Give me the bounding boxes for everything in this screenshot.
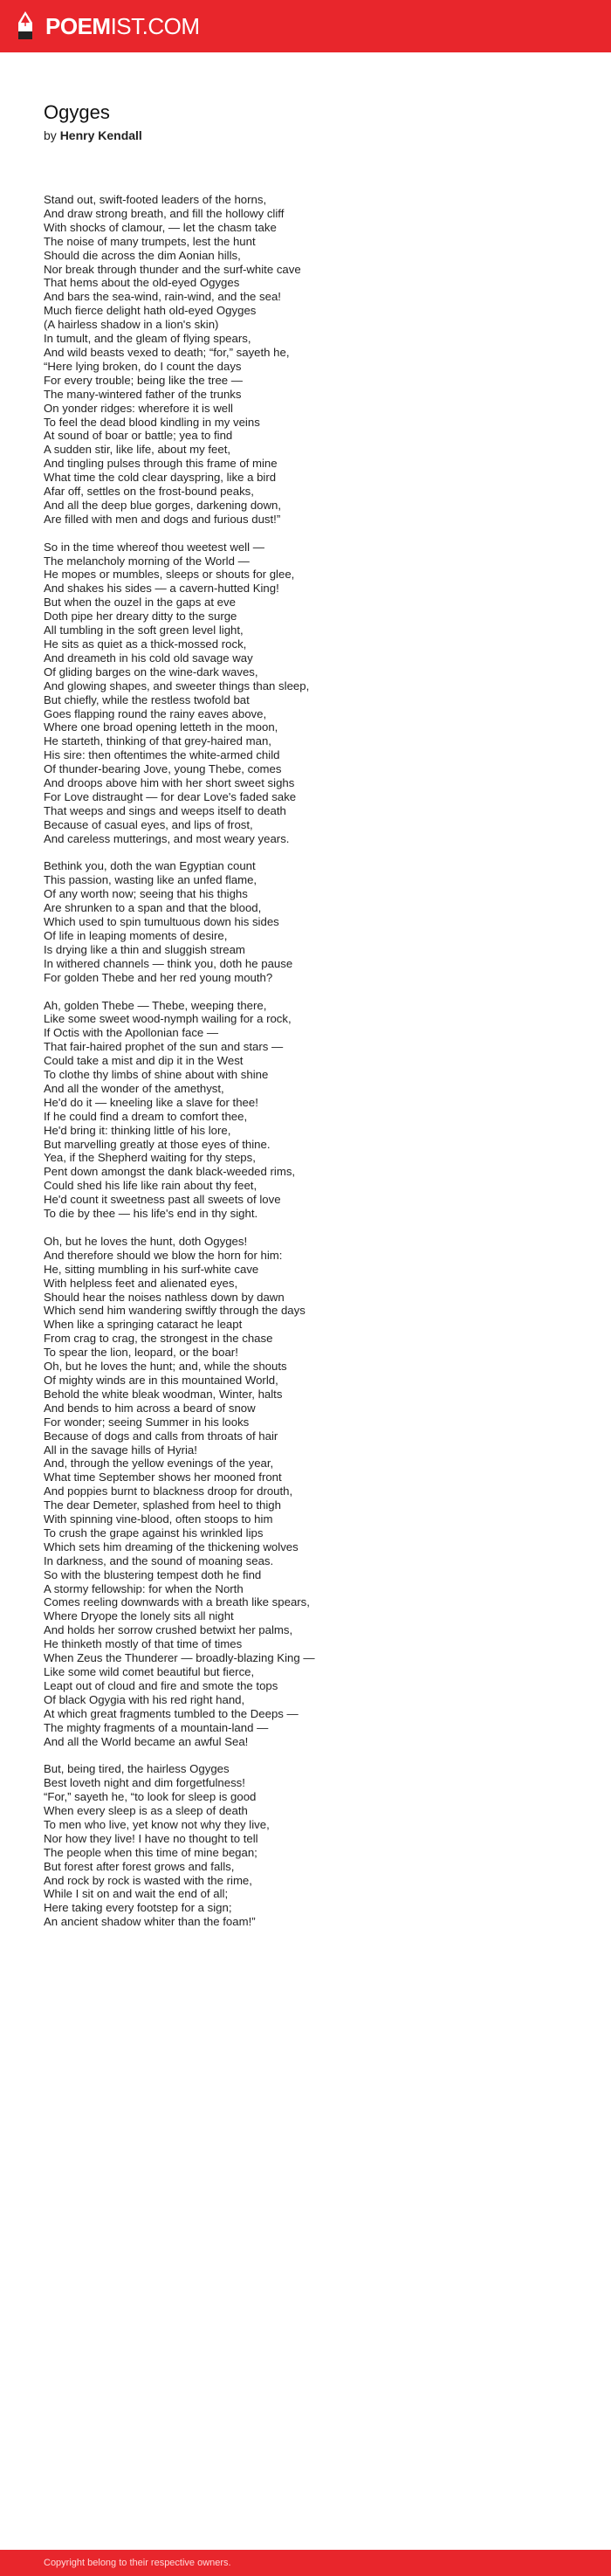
poem-title: Ogyges bbox=[44, 101, 110, 123]
poem-line: Much fierce delight hath old-eyed Ogyges bbox=[44, 304, 257, 318]
poem-line: Of mighty winds are in this mountained World, bbox=[44, 1373, 278, 1387]
poem-line: An ancient shadow whiter than the foam!” bbox=[44, 1915, 256, 1929]
poem-line: In withered channels — think you, doth he pause bbox=[44, 956, 293, 970]
poem-line: That weeps and sings and weeps itself to death bbox=[44, 803, 286, 817]
poem-line: A stormy fellowship: for when the North bbox=[44, 1581, 244, 1595]
poem-line: He sits as quiet as a thick-mossed rock, bbox=[44, 637, 247, 651]
poem-line: Which sets him dreaming of the thickening wolves bbox=[44, 1539, 299, 1553]
poem-line: From crag to crag, the strongest in the chase bbox=[44, 1332, 273, 1346]
poem-stanza bbox=[44, 541, 585, 846]
poem-line: That fair-haired prophet of the sun and stars — bbox=[44, 1040, 284, 1054]
poem-line: Oh, but he loves the hunt; and, while the shouts bbox=[44, 1360, 287, 1374]
poem-line: And tingling pulses through this frame of mine bbox=[44, 457, 278, 471]
poem-line: All tumbling in the soft green level light, bbox=[44, 623, 244, 637]
poem-line: The dear Demeter, splashed from heel to thigh bbox=[44, 1498, 281, 1512]
poem-stanza bbox=[44, 1762, 585, 1929]
poem-line: But marvelling greatly at those eyes of thine. bbox=[44, 1137, 271, 1151]
poem-line: Doth pipe her dreary ditty to the surge bbox=[44, 610, 237, 623]
poem-line: Yea, if the Shepherd waiting for thy steps, bbox=[44, 1151, 256, 1165]
poem-line: Pent down amongst the dank black-weeded rims, bbox=[44, 1165, 296, 1179]
poem-stanza bbox=[44, 1235, 585, 1749]
poem-line: He mopes or mumbles, sleeps or shouts for glee, bbox=[44, 568, 295, 582]
poem-line: He'd bring it: thinking little of his lore, bbox=[44, 1123, 231, 1137]
poem-line: If Octis with the Apollonian face — bbox=[44, 1026, 219, 1040]
poem-line: Afar off, settles on the frost-bound peaks, bbox=[44, 485, 254, 499]
poem-byline bbox=[44, 127, 567, 143]
poem-line: When like a springing cataract he leapt bbox=[44, 1318, 243, 1332]
byline-prefix: by bbox=[44, 128, 57, 142]
poem-line: To men who live, yet know not why they live, bbox=[44, 1817, 270, 1831]
poem-line: To feel the dead blood kindling in my veins bbox=[44, 415, 260, 429]
poem-line: Best loveth night and dim forgetfulness! bbox=[44, 1776, 245, 1790]
poem-line: To spear the lion, leopard, or the boar! bbox=[44, 1346, 238, 1360]
poem-line: The mighty fragments of a mountain-land — bbox=[44, 1720, 269, 1734]
poem-line: For Love distraught — for dear Love's faded sake bbox=[44, 789, 297, 803]
poem-line: Nor break through thunder and the surf-white cave bbox=[44, 262, 301, 276]
poem-line: On yonder ridges: wherefore it is well bbox=[44, 401, 233, 415]
poem-line: Of any worth now; seeing that his thighs bbox=[44, 887, 248, 901]
poem-line: “Here lying broken, do I count the days bbox=[44, 359, 242, 373]
poem-line: Where one broad opening letteth in the moon, bbox=[44, 720, 278, 734]
poem-line: While I sit on and wait the end of all; bbox=[44, 1887, 229, 1901]
poem-line: And glowing shapes, and sweeter things than sleep, bbox=[44, 678, 310, 692]
poem-line: This passion, wasting like an unfed flame, bbox=[44, 873, 257, 887]
poem-line: And holds her sorrow crushed betwixt her palms, bbox=[44, 1623, 293, 1637]
poem-line: But forest after forest grows and falls, bbox=[44, 1859, 235, 1873]
poem-line: His sire: then oftentimes the white-armed child bbox=[44, 748, 280, 762]
poem-line: That hems about the old-eyed Ogyges bbox=[44, 276, 240, 290]
logo-wordmark bbox=[45, 10, 200, 42]
poem-line: If he could find a dream to comfort thee, bbox=[44, 1109, 248, 1123]
poem-line: Stand out, swift-footed leaders of the horns, bbox=[44, 193, 267, 206]
poem-line: Of black Ogygia with his red right hand, bbox=[44, 1692, 245, 1706]
poem-line: And all the wonder of the amethyst, bbox=[44, 1081, 224, 1095]
poem-line: Of thunder-bearing Jove, young Thebe, comes bbox=[44, 762, 282, 776]
poem-line: In tumult, and the gleam of flying spears, bbox=[44, 332, 251, 346]
poem-line: And, through the yellow evenings of the year, bbox=[44, 1457, 274, 1471]
poem-line: Which send him wandering swiftly through the days bbox=[44, 1304, 306, 1318]
poem-line: Nor how they live! I have no thought to tell bbox=[44, 1831, 258, 1845]
author-name[interactable]: Henry Kendall bbox=[59, 128, 142, 142]
poem-line: And therefore should we blow the horn for him: bbox=[44, 1248, 283, 1262]
poem-line: So in the time whereof thou weetest well — bbox=[44, 540, 264, 554]
poem-body bbox=[44, 193, 585, 1943]
poem-line: Because of casual eyes, and lips of frost, bbox=[44, 817, 253, 831]
poem-line: A sudden stir, like life, about my feet, bbox=[44, 443, 231, 457]
poem-line: Because of dogs and calls from throats of hair bbox=[44, 1429, 278, 1443]
poem-line: Is drying like a thin and sluggish stream bbox=[44, 942, 245, 956]
poem-line: Could shed his life like rain about thy feet, bbox=[44, 1179, 257, 1193]
copyright-text: Copyright belong to their respective owners. bbox=[44, 2558, 231, 2568]
poem-line: Are shrunken to a span and that the blood, bbox=[44, 901, 262, 915]
poem-line: Comes reeling downwards with a breath like spears, bbox=[44, 1595, 310, 1609]
poem-line: But, being tired, the hairless Ogyges bbox=[44, 1762, 230, 1776]
poem-line: He starteth, thinking of that grey-haired man, bbox=[44, 734, 271, 748]
poem-line: To die by thee — his life's end in thy sight. bbox=[44, 1207, 258, 1221]
poem-line: Oh, but he loves the hunt, doth Ogyges! bbox=[44, 1234, 248, 1248]
poem-line: And wild beasts vexed to death; “for,” sayeth he, bbox=[44, 345, 290, 359]
poem-line: What time the cold clear dayspring, like a bird bbox=[44, 471, 277, 485]
pen-nib-icon bbox=[16, 10, 35, 42]
poem-line: And all the World became an awful Sea! bbox=[44, 1734, 249, 1748]
poem-line: Should die across the dim Aonian hills, bbox=[44, 248, 241, 262]
poem-line: And draw strong breath, and fill the hollowy cliff bbox=[44, 206, 285, 220]
poem-line: And careless mutterings, and most weary years. bbox=[44, 831, 290, 845]
poem-line: Leapt out of cloud and fire and smote the tops bbox=[44, 1678, 278, 1692]
poem-stanza bbox=[44, 859, 585, 984]
poem-line: And poppies burnt to blackness droop for drouth, bbox=[44, 1484, 293, 1498]
poem-line: Could take a mist and dip it in the West bbox=[44, 1054, 244, 1068]
poem-line: “For,” sayeth he, “to look for sleep is good bbox=[44, 1790, 257, 1804]
poem-line: The many-wintered father of the trunks bbox=[44, 387, 242, 401]
poem-line: Which used to spin tumultuous down his sides bbox=[44, 915, 279, 929]
site-logo[interactable] bbox=[16, 10, 200, 42]
poem-line: He'd count it sweetness past all sweets of love bbox=[44, 1193, 281, 1207]
poem-line: Of gliding barges on the wine-dark waves, bbox=[44, 665, 258, 678]
poem-line: What time September shows her mooned front bbox=[44, 1471, 282, 1484]
poem-line: At sound of boar or battle; yea to find bbox=[44, 429, 233, 443]
poem-line: But chiefly, while the restless twofold bat bbox=[44, 692, 250, 706]
poem-line: Bethink you, doth the wan Egyptian count bbox=[44, 859, 256, 873]
poem-line: But when the ouzel in the gaps at eve bbox=[44, 596, 236, 610]
poem-line: For every trouble; being like the tree — bbox=[44, 373, 243, 387]
poem-line: For golden Thebe and her red young mouth? bbox=[44, 970, 273, 984]
poem-line: Ah, golden Thebe — Thebe, weeping there, bbox=[44, 998, 267, 1012]
logo-light-text: IST.COM bbox=[110, 13, 200, 39]
poem-stanza bbox=[44, 999, 585, 1222]
poem-line: Where Dryope the lonely sits all night bbox=[44, 1609, 234, 1623]
poem-line: The people when this time of mine began; bbox=[44, 1845, 257, 1859]
poem-line: When Zeus the Thunderer — broadly-blazing King — bbox=[44, 1651, 315, 1665]
poem-line: To crush the grape against his wrinkled lips bbox=[44, 1526, 264, 1539]
poem-line: In darkness, and the sound of moaning seas. bbox=[44, 1553, 274, 1567]
poem-line: And rock by rock is wasted with the rime, bbox=[44, 1873, 252, 1887]
poem-stanza bbox=[44, 193, 585, 527]
poem-line: Like some sweet wood-nymph wailing for a rock, bbox=[44, 1012, 292, 1026]
poem-line: And droops above him with her short sweet sighs bbox=[44, 776, 295, 790]
poem-line: The melancholy morning of the World — bbox=[44, 554, 250, 568]
poem-line: Like some wild comet beautiful but fierce, bbox=[44, 1665, 255, 1678]
poem-line: With helpless feet and alienated eyes, bbox=[44, 1276, 238, 1290]
poem-heading bbox=[44, 101, 567, 143]
poem-line: He thinketh mostly of that time of times bbox=[44, 1637, 243, 1651]
site-header bbox=[0, 0, 611, 52]
poem-line: For wonder; seeing Summer in his looks bbox=[44, 1415, 250, 1429]
poem-line: Here taking every footstep for a sign; bbox=[44, 1901, 232, 1915]
site-footer bbox=[0, 2550, 611, 2576]
logo-bold-text: POEM bbox=[45, 13, 111, 39]
poem-line: Of life in leaping moments of desire, bbox=[44, 929, 228, 942]
poem-line: And all the deep blue gorges, darkening down, bbox=[44, 498, 282, 512]
poem-line: With spinning vine-blood, often stoops to him bbox=[44, 1512, 273, 1526]
poem-line: With shocks of clamour, — let the chasm take bbox=[44, 220, 277, 234]
poem-line: Goes flapping round the rainy eaves above, bbox=[44, 706, 267, 720]
poem-line: All in the savage hills of Hyria! bbox=[44, 1443, 197, 1457]
poem-line: The noise of many trumpets, lest the hunt bbox=[44, 234, 256, 248]
poem-line: (A hairless shadow in a lion's skin) bbox=[44, 318, 219, 332]
poem-line: So with the blustering tempest doth he find bbox=[44, 1567, 262, 1581]
poem-line: And dreameth in his cold old savage way bbox=[44, 651, 253, 665]
poem-line: Behold the white bleak woodman, Winter, halts bbox=[44, 1387, 283, 1401]
poem-line: At which great fragments tumbled to the Deeps — bbox=[44, 1706, 299, 1720]
poem-line: Should hear the noises nathless down by dawn bbox=[44, 1290, 285, 1304]
poem-line: And bends to him across a beard of snow bbox=[44, 1401, 256, 1415]
poem-line: Are filled with men and dogs and furious dust!” bbox=[44, 512, 281, 526]
poem-line: And bars the sea-wind, rain-wind, and the sea! bbox=[44, 290, 281, 304]
poem-line: When every sleep is as a sleep of death bbox=[44, 1804, 248, 1818]
poem-line: He, sitting mumbling in his surf-white cave bbox=[44, 1262, 259, 1276]
poem-line: And shakes his sides — a cavern-hutted King! bbox=[44, 582, 279, 596]
poem-line: He'd do it — kneeling like a slave for thee! bbox=[44, 1095, 258, 1109]
poem-line: To clothe thy limbs of shine about with shine bbox=[44, 1068, 269, 1082]
